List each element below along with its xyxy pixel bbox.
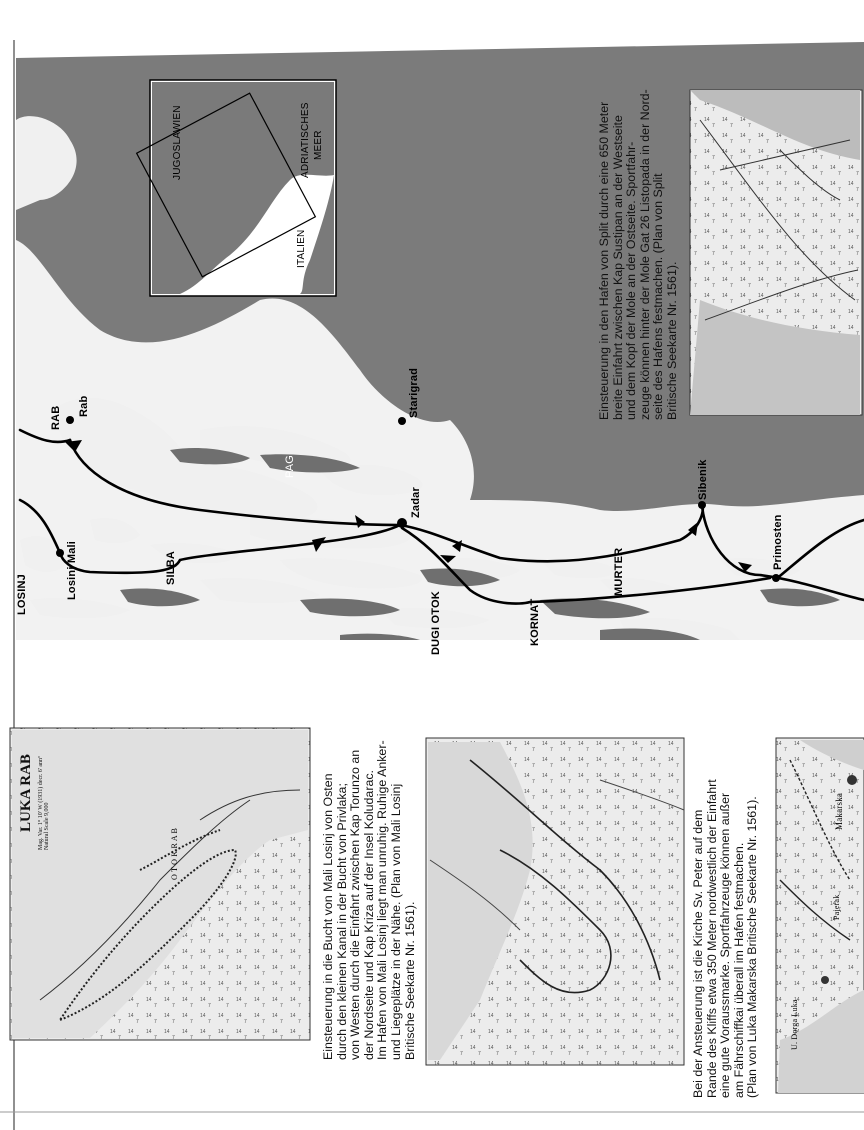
label-starigrad: Starigrad [408,367,420,418]
chart-rab-title: LUKA RAB [18,754,34,832]
label-kornat: KORNAT [529,598,541,646]
label-rab-town: Rab [78,395,90,417]
inset-label-adria-2: MEER [313,130,324,160]
label-zadar: Zadar [410,487,422,518]
label-dugi-otok: DUGI OTOK [430,591,442,655]
label-losinj: LOSINJ [16,574,28,615]
chart-makarska-pajerak: Pajerak [832,894,841,920]
chart-losinj-image [426,738,684,1065]
inset-label-jugoslawien: JUGOSLAWIEN [172,105,183,180]
label-sibenik: Sibenik [697,459,709,500]
label-rab-island: RAB [50,405,62,430]
chart-rab-label-otok: O T O K R A B [170,827,179,880]
label-murter: MURTER [613,547,625,596]
label-primosten: Primosten [772,514,784,570]
caption-losinj: Einsteuerung in die Bucht von Mali Losinj von Osten durch den kleinen Kanal in der Bucht von Privlaka; von Westen durch die Einfahrt zwischen Kap Torunzo an der Nordseite und Kap Kriza auf der Insel Koludarac. Im Hafen von Mali Losinj liegt man unruhig. Ruhige Anker- und Liegeplätze in der Nähe. (Plan von Mali Losinj Britische Seekarte Nr. 1561). [321,740,417,1060]
inset-label-adria-1: ADRIATISCHES [300,102,311,178]
chart-rab-scale: Mag. Var. 1° 10' W (1931) decr. 6' annº Natural Scale 9,000 [38,756,50,850]
label-losinj-mali: Losinj Mali [66,540,78,600]
caption-split: Einsteuerung in den Hafen von Split durch eine 650 Meter breite Einfahrt zwischen Kap Sustipan an der Westseite und dem Kopf der Mole an der Ostseite. Sportfahr- zeuge können hinter der Mole Gat 26 Listopada in der Nord- seite des Hafens festmachen. (Plan von Split Britische Seekarte Nr. 1561). [597,89,679,420]
chart-rab-image [10,728,310,1040]
label-silba: SILBA [165,551,177,585]
label-pag: PAG [284,454,296,478]
chart-split-image [690,90,862,415]
chart-rab-title-block [18,732,35,832]
chart-makarska-dorga: U. Dorga Luka [790,999,799,1050]
caption-makarska: Bei der Ansteuerung ist die Kirche Sv. Peter auf dem Rande des Kliffs etwa 350 Meter nordwestlich der Einfahrt eine gute Voraussmarke. Sportfahrzeuge können außer am Fährschiffkai überall im Hafen festmachen. (Plan von Luka Makarska Britische Seekarte Nr. 1561). [691,779,760,1098]
chart-makarska-label: Makarska [834,792,844,830]
inset-label-italien: ITALIEN [296,229,307,268]
